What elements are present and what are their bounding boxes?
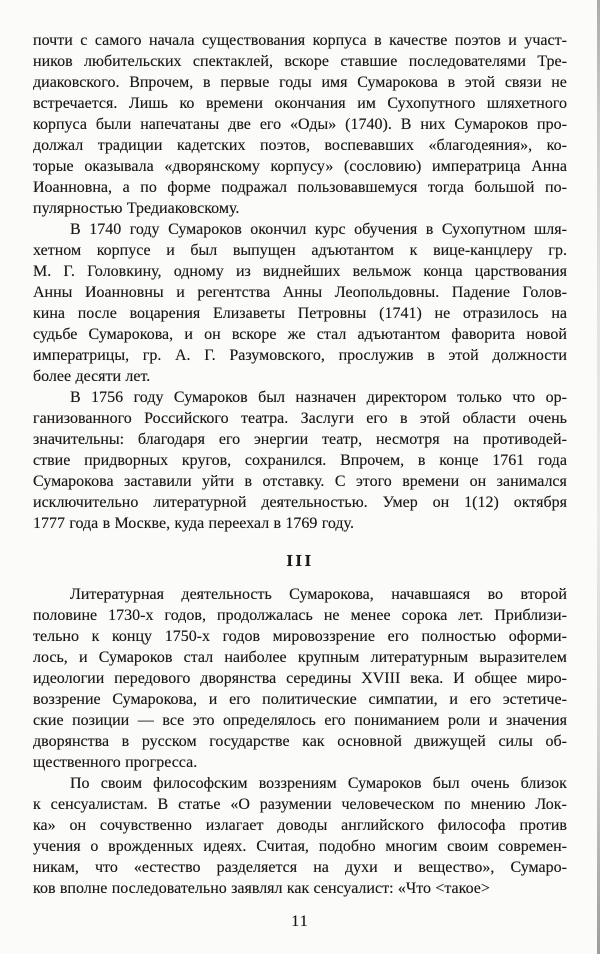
text-line: учения о врожденных идеях. Считая, подобно многим своим современ- [33, 838, 567, 855]
text-line: В 1756 году Сумароков был назначен директором только что ор- [70, 389, 567, 406]
text-line: ские позиции — все это определялось его пониманием роли и значения [33, 712, 567, 729]
text-line: ка» он сочувственно излагает доводы английского философа против [33, 817, 567, 834]
text-line: Иоанновна, а по форме подражал пользовавшемуся тогда большой по- [33, 179, 567, 196]
text-line: ганизованного Российского театра. Заслуги его в этой области очень [33, 410, 567, 427]
page-number: 11 [291, 913, 309, 930]
body-paragraph-4 [33, 584, 567, 773]
text-line: идеологии передового дворянства середины XVIII века. И общее миро- [33, 670, 567, 687]
text-line: половине 1730-х годов, продолжалась не менее сорока лет. Приблизи- [33, 607, 567, 624]
text-line: ников любительских спектаклей, вскоре ставшие последователями Тре- [33, 53, 567, 70]
text-line: корпуса были напечатаны две его «Оды» (1740). В них Сумароков про- [33, 116, 567, 133]
text-line: торые оказывала «дворянскому корпусу» (сословию) императрица Анна [33, 158, 567, 175]
text-line: тельно к концу 1750-х годов мировоззрение его полностью оформи- [33, 628, 567, 645]
text-block [33, 30, 567, 932]
text-line: диаковского. Впрочем, в первые годы имя Сумарокова в этой связи не [33, 74, 567, 91]
text-line: По своим философским воззрениям Сумароков был очень близок [70, 775, 567, 792]
text-line: значительны: благодаря его энергии театр, несмотря на противодей- [33, 431, 567, 448]
text-line: встречается. Лишь ко времени окончания им Сухопутного шляхетного [33, 95, 567, 112]
text-line: исключительно литературной деятельностью. Умер он 1(12) октября [33, 494, 567, 511]
body-paragraph-3 [33, 387, 567, 534]
text-line: судьбе Сумарокова, и он вскоре же стал адъютантом фаворита новой [33, 326, 567, 343]
text-line: М. Г. Головкину, одному из виднейших вельмож конца царствования [33, 263, 567, 280]
text-line: Сумарокова заставили уйти в отставку. С этого времени он занимался [33, 473, 567, 490]
text-line: лось, и Сумароков стал наиболее крупным литературным выразителем [33, 649, 567, 666]
text-line: к сенсуалистам. В статье «О разумении человеческом по мнению Лок- [33, 796, 567, 813]
text-line: дворянства в русском государстве как основной движущей силы об- [33, 733, 567, 750]
text-line: более десяти лет. [33, 368, 151, 385]
text-line: воззрение Сумарокова, и его политические симпатии, и его эстетиче- [33, 691, 567, 708]
body-paragraph-1 [33, 30, 567, 219]
body-paragraph-5 [33, 773, 567, 899]
text-line: ствие придворных кругов, сохранился. Впрочем, в конце 1761 года [33, 452, 567, 469]
text-line: кина после воцарения Елизаветы Петровны (1741) не отразилось на [33, 305, 567, 322]
text-line: ков вполне последовательно заявлял как сенсуалист: «Что <такое> [33, 880, 490, 897]
text-line: В 1740 году Сумароков окончил курс обучения в Сухопутном шля- [70, 221, 567, 238]
text-line: 1777 года в Москве, куда переехал в 1769 году. [33, 515, 354, 532]
text-line: должал традиции кадетских поэтов, воспевавших «благодеяния», ко- [33, 137, 567, 154]
text-line: почти с самого начала существования корпуса в качестве поэтов и участ- [33, 32, 567, 49]
text-line: Анны Иоанновны и регентства Анны Леопольдовны. Падение Голов- [33, 284, 567, 301]
text-line: щественного прогресса. [33, 754, 198, 771]
text-line: Литературная деятельность Сумарокова, начавшаяся во второй [70, 586, 567, 603]
section-heading: III [286, 551, 314, 570]
text-line: пулярностью Тредиаковскому. [33, 200, 240, 217]
text-line: никам, что «естество разделяется на духи и вещество», Сумаро- [33, 859, 567, 876]
text-line: хетном корпусе и был выпущен адъютантом к вице-канцлеру гр. [33, 242, 567, 259]
body-paragraph-2 [33, 219, 567, 387]
text-line: императрицы, гр. А. Г. Разумовского, прослужив в этой должности [33, 347, 567, 364]
